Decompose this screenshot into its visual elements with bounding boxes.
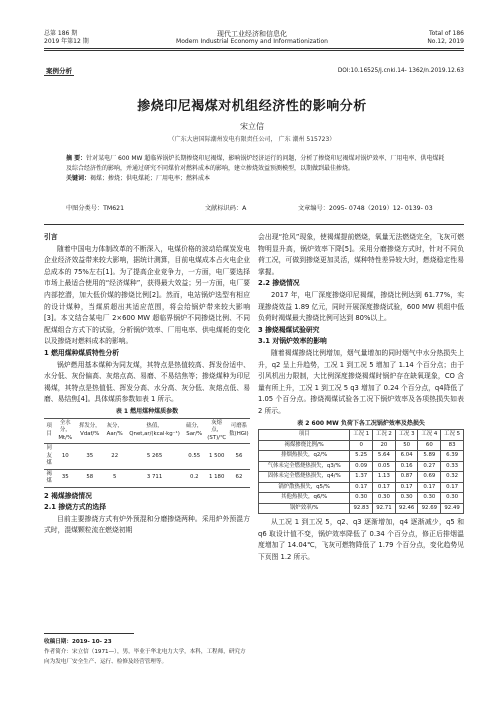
table-row [44,469,250,487]
total-en-label: Total of 186 [428,30,464,37]
document-code: 文献标识码：A [205,205,247,212]
table-cell: 3 711 [126,469,183,487]
right-column [258,232,464,563]
table-cell: 0.30 [418,493,441,504]
table-cell: 35 [54,469,76,487]
table-header-cell: 可磨系数(HGI) [228,418,250,444]
table-header-cell: 工况 3 [395,430,418,441]
table-header-row [259,430,464,441]
table-cell: 92.46 [395,503,418,514]
table-1-caption: 表 1 燃用煤种煤质参数 [115,407,179,415]
table-header-cell: 全水分，Mt/% [54,418,76,444]
table-cell: 35 [76,444,103,470]
continued-paragraph: 会出现“抢风”现象，使褐煤提前燃烧，氧量无法燃烧完全，飞灰可燃物明显升高，锅炉效率下降[5]。采用分磨掺烧方式时，针对不同负荷工况，可做到掺烧更加灵活，煤种特性差异较大时，燃烧稳定性易掌握。 [258,233,464,276]
table-header-cell: 工况 4 [418,430,441,441]
section-2-2-paragraph: 2017 年，电厂深度掺烧印尼褐煤，掺烧比例达到 61.77%，实现掺烧效益 1.89 亿元，同时开展深度掺烧试验，600 MW 机组中低负荷时褐煤最大掺烧比例可达到 80%以上。 [258,290,464,323]
table-cell: 1 180 [205,469,227,487]
table-cell: 92.49 [441,503,464,514]
table-header-cell: 工况 5 [441,430,464,441]
table-cell: 锅炉散热损失，q5/% [259,482,350,493]
issue-total-label: 总第 186 期 [44,30,78,37]
table-cell: 92.69 [418,503,441,514]
table-cell: 0.69 [418,472,441,483]
table-cell: 固体未完全燃烧热损失，q4/% [259,472,350,483]
table-header-cell: 热值，Qnet,ar/(kcal·kg⁻¹) [126,418,183,444]
abstract-block [66,154,446,184]
table-cell: 0.05 [373,461,396,472]
table-header-cell: 挥发分，Vdaf/% [76,418,103,444]
table-row [259,440,464,451]
table-cell: 62 [228,469,250,487]
table-cell: 1.13 [373,472,396,483]
table-cell: 排烟热损失，q2/% [259,451,350,462]
table-cell: 0.17 [373,482,396,493]
table-header-cell: 项目 [259,430,350,441]
footnote-block [44,633,250,667]
table-row [259,493,464,504]
table-cell: 0.16 [395,461,418,472]
section-3-1-paragraph: 随着褐煤掺烧比例增加，烟气量增加的同时烟气中水分热损失上升，q2 呈上升趋势，工况 1 到工况 5 增加了 1.14 个百分点；由于引风机出力限制，大比例深度掺烧褐煤时锅炉存在缺氧现象，CO 含量有所上升，工况 1 到工况 5 q3 增加了 0.24 个百分点，q4降低了 1.05 个百分点。掺烧褐煤试验各工况下锅炉效率及各项热损失如表 2 所示。 [258,348,464,415]
table-cell: 0.87 [395,472,418,483]
table-cell: 同友煤 [44,444,54,470]
doi-label: DOI:10.16525/j.cnki.14- 1362/n.2019.12.63 [337,68,464,74]
table-cell: 0.17 [441,482,464,493]
table-header-cell: 工况 1 [350,430,373,441]
table-cell: 5.64 [373,451,396,462]
received-date: 收稿日期：2019- 10- 23 [44,639,112,645]
issue-year-label: 2019 年第12 期 [44,38,89,45]
table-cell: 0.30 [395,493,418,504]
table-cell: 22 [103,444,126,470]
abstract-text: 针对某电厂 600 MW 超临界锅炉长期掺烧印尼褐煤，影响锅炉经济运行的问题，分析了掺烧印尼褐煤对锅炉效率、厂用电率、供电煤耗及综合经济性的影响，并通过研究不同煤价对燃料成本的影响，建立掺烧效益预测模型，以期做到最佳掺烧。 [66,155,445,172]
intro-paragraph: 随着中国电力体制改革的不断深入，电煤价格的波动给煤炭发电企业经济效益带来较大影响，据统计测算，目前电煤成本占火电企业总成本的 75%左右[1]。为了提高企业竞争力，一方面，电厂要选择市场上最适合使用的“经济煤种”，获得最大效益；另一方面，电厂要内部挖潜，加大低价煤的掺烧比例[2]。然而，电站锅炉选型有相应的设计煤种，当煤质超出其适应范围，将会给锅炉带来较大影响[3]。本文结合某电厂 2×600 MW 超临界锅炉不同掺烧比例、不同配煤组合方式下的试验，分析锅炉效率、厂用电率、供电煤耗的变化以及掺烧对燃料成本的影响。 [44,244,250,346]
table-2-caption: 表 2 600 MW 负荷下各工况锅炉效率及热损失 [297,419,425,427]
section-2-1-heading: 2.1 掺烧方式的选择 [44,503,106,512]
table-cell: 0.17 [418,482,441,493]
table-cell: 58 [76,469,103,487]
table-row [259,451,464,462]
table-row [259,472,464,483]
journal-issue-total [44,30,89,46]
table-cell: 1 500 [205,444,227,470]
table-cell: 0.55 [183,444,205,470]
author-bio: 作者简介：宋立信（1971—），男，毕业于华北电力大学，本科，工程师，研究方向为发电厂安全生产、运行、检修及经营管理等。 [44,649,246,665]
table-cell: 5.89 [418,451,441,462]
table-cell: 0.32 [441,472,464,483]
table-header-cell: 工况 2 [373,430,396,441]
section-3-1-paragraph-2: 从工况 1 到工况 5，q2、q3 逐渐增加，q4 逐渐减少，q5 和 q6 取设计值不变，锅炉效率降低了 0.34 个百分点，修正后排烟温度增加了 14.04℃，飞灰可燃物降低了 1.79 个百分点，变化趋势见下页图 1.2 所示。 [258,518,464,561]
table-cell: 0.30 [441,493,464,504]
table-cell: 60 [418,440,441,451]
table-header-cell: 灰分，Aar/% [103,418,126,444]
table-cell: 20 [373,440,396,451]
table-cell: 5 [103,469,126,487]
table-cell: 6.04 [395,451,418,462]
author-name: 宋立信 [240,122,264,131]
header-rule [44,48,464,49]
table-cell: 0.27 [418,461,441,472]
footnote-rule [44,633,134,634]
table-cell: 92.83 [350,503,373,514]
table-cell: 1.37 [350,472,373,483]
abstract-rule [44,224,464,225]
journal-title [130,30,374,46]
table-cell: 褐煤 [44,469,54,487]
table-header-cell: 项目 [44,418,54,444]
table-cell: 褐煤掺烧比例/% [259,440,350,451]
table-row [259,461,464,472]
table-cell: 83 [441,440,464,451]
section-1-paragraph: 锅炉燃用基本煤种为同友煤，其特点是热值较高、挥发份适中、水分低、灰份偏高、灰熔点高、易磨、不易结焦等；掺烧煤种为印尼褐煤，其特点是热值低、挥发分高、水分高、灰分低、灰熔点低、易磨、易结焦[4]。具体煤质参数如表 1 所示。 [44,360,250,404]
table-cell: 6.39 [441,451,464,462]
table-cell: 0.30 [373,493,396,504]
table-cell: 气体未完全燃烧热损失，q3/% [259,461,350,472]
table-cell: 0.17 [395,482,418,493]
table-cell: 56 [228,444,250,470]
table-cell: 10 [54,444,76,470]
journal-title-en: Modern Industrial Economy and Informationization [176,38,328,45]
table-cell: 5.25 [350,451,373,462]
section-2-1-paragraph: 目前主要掺烧方式有炉外预混和分磨掺烧两种。采用炉外预混方式时，混煤颗粒流在燃烧初期 [44,514,250,535]
table-cell: 其他热损失，q6/% [259,493,350,504]
article-number: 文章编号：2095- 0748（2019）12- 0139- 03 [298,205,433,212]
keywords-text: 褐煤；掺烧；供电煤耗；厂用电率；燃料成本 [90,175,211,182]
table-cell: 0.17 [350,482,373,493]
keywords-label: 关键词： [66,175,91,182]
header-rule-2 [44,50,464,51]
section-tag: 案例分析 [46,67,72,75]
table-cell: 0 [350,440,373,451]
table-header-row [44,418,250,444]
author-affiliation: （广东大唐国际潮州发电有限责任公司， 广东 潮州 515723） [168,136,336,143]
table-cell: 50 [395,440,418,451]
section-3-1-heading: 3.1 对锅炉效率的影响 [258,337,327,346]
table-cell: 0.33 [441,461,464,472]
section-2-2-heading: 2.2 掺烧情况 [258,279,300,288]
table-cell: 0.09 [350,461,373,472]
table-cell: 5 265 [126,444,183,470]
journal-title-cn: 现代工业经济和信息化 [217,30,287,38]
table-header-cell: 硫分，Sar/% [183,418,205,444]
left-column [44,232,250,537]
number-en-label: No.12, 2019 [427,38,464,45]
boiler-efficiency-table [258,429,464,514]
journal-issue-en [427,30,464,46]
table-row [259,482,464,493]
table-cell: 锅炉效率/% [259,503,350,514]
table-cell: 0.30 [350,493,373,504]
table-row [44,444,250,470]
table-row [259,503,464,514]
table-cell: 0.2 [183,469,205,487]
clc-number: 中图分类号：TM621 [66,205,125,212]
section-1-heading: 1 燃用煤种煤质特性分析 [44,348,120,357]
article-title: 掺烧印尼褐煤对机组经济性的影响分析 [137,99,367,114]
table-cell: 92.71 [373,503,396,514]
intro-heading: 引言 [44,233,58,241]
section-2-heading: 2 褐煤掺烧情况 [44,491,92,500]
section-3-heading: 3 掺烧褐煤试验研究 [258,325,320,334]
abstract-label: 摘 要： [66,155,87,162]
coal-quality-table [44,418,250,488]
table-header-cell: 灰熔点，(ST)/℃ [205,418,227,444]
